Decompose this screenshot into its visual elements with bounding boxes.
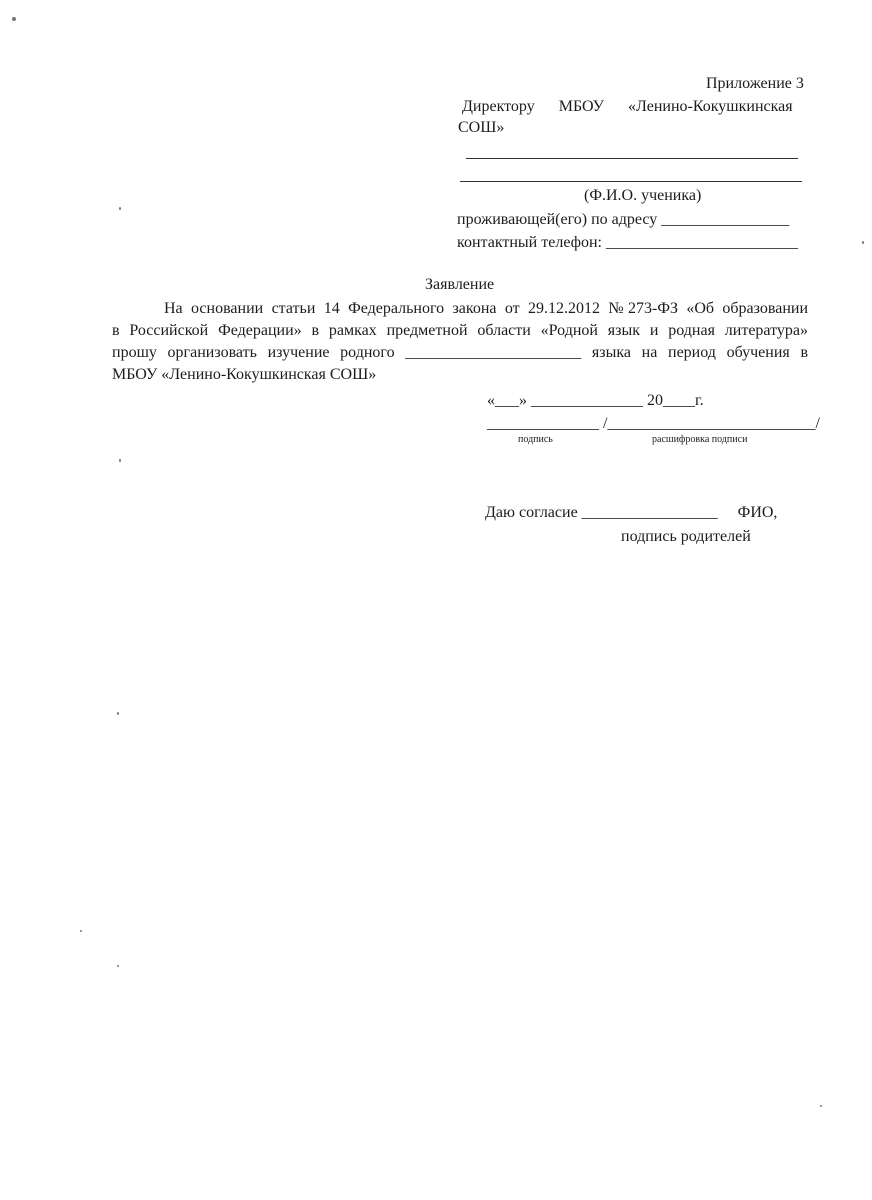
scan-speck	[820, 1105, 822, 1107]
student-name-line-2	[460, 181, 802, 182]
scan-speck	[119, 207, 121, 210]
scan-speck	[862, 241, 864, 244]
student-fio-caption: (Ф.И.О. ученика)	[584, 187, 702, 204]
scan-speck	[119, 459, 121, 462]
date-field: «___» ______________ 20____г.	[487, 392, 704, 409]
parent-consent-field: Даю согласие _________________ ФИО,	[485, 504, 778, 521]
parent-signature-caption: подпись родителей	[621, 528, 751, 545]
scan-speck	[117, 965, 119, 967]
signature-field: ______________ /__________________________/	[487, 415, 820, 432]
appendix-label: Приложение 3	[706, 75, 804, 92]
scan-speck	[80, 930, 82, 932]
addressee-line-2: СОШ»	[458, 119, 505, 136]
addressee-line-1: Директору МБОУ «Ленино-Кокушкинская	[462, 98, 793, 115]
scan-speck	[117, 712, 119, 715]
body-line-2: в Российской Федерации» в рамках предметной области «Родной язык и родная литература»	[112, 322, 808, 339]
scan-speck	[12, 17, 16, 21]
signature-caption: подпись	[518, 434, 553, 445]
student-name-line-1	[466, 158, 798, 159]
document-title: Заявление	[425, 276, 495, 293]
signature-decode-caption: расшифровка подписи	[652, 434, 748, 445]
application-body	[112, 298, 808, 386]
body-line-3: прошу организовать изучение родного ______________________ языка на период обучения в	[112, 344, 808, 361]
body-line-1: На основании статьи 14 Федерального закона от 29.12.2012 №273-ФЗ «Об образовании	[164, 300, 808, 317]
body-line-4: МБОУ «Ленино-Кокушкинская СОШ»	[112, 366, 377, 383]
phone-field: контактный телефон: ________________________	[457, 234, 798, 251]
address-field: проживающей(его) по адресу ________________	[457, 211, 790, 228]
